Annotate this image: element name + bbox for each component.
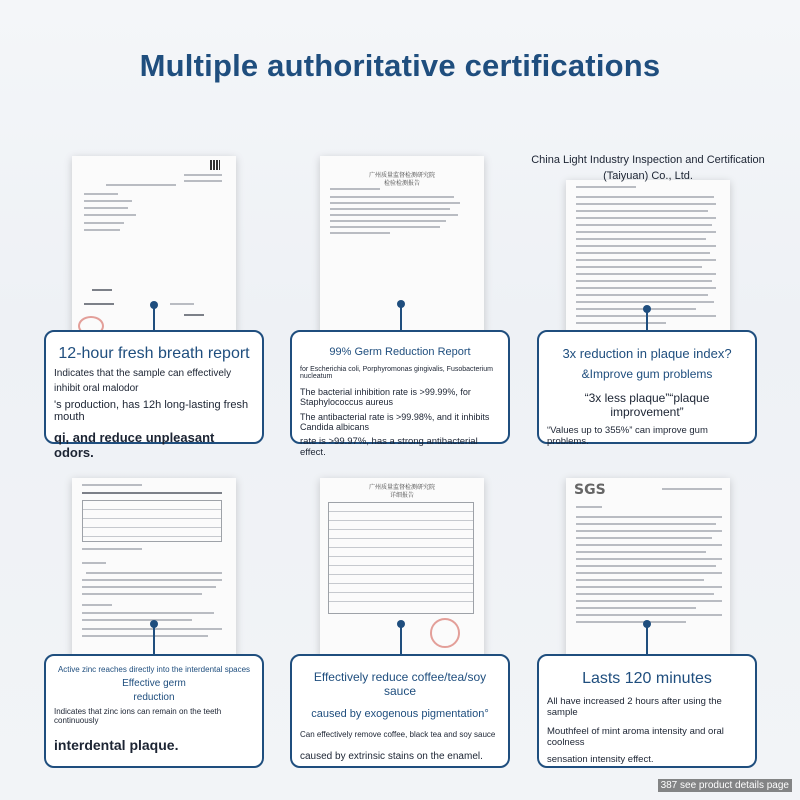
card-plaque-index (537, 330, 757, 447)
card-title: 3x reduction in plaque index? (562, 346, 732, 361)
card-title: Lasts 120 minutes (582, 670, 712, 687)
germ-reduction-report-document (320, 156, 484, 338)
page-title: Multiple authoritative certifications (139, 48, 661, 83)
card-title: Effectively reduce coffee/tea/soy sauce (313, 670, 487, 698)
card-text: Indicates that the sample can effectively inhibit oral malodor (54, 368, 232, 394)
card-active-zinc (44, 654, 264, 768)
card-text: 's production, has 12h long-lasting fresh mouth (54, 399, 249, 423)
lab-caption: China Light Industry Inspection and Certification (Taiyuan) Co., Ltd. (531, 154, 765, 182)
card-germ-reduction (290, 330, 510, 458)
card-text: “3x less plaque”“plaque improvement” (584, 391, 710, 419)
connector-line (153, 624, 155, 654)
lasting-120-minutes-report-document (566, 478, 730, 660)
doc-header: 广州质量监督检测研究院 (368, 484, 435, 491)
card-text: Effective germ (122, 678, 186, 689)
sgs-logo: SGS (574, 482, 606, 498)
card-text: &Improve gum problems (581, 367, 713, 381)
card-text: rate is >99.97%, has a strong antibacterial effect. (300, 436, 478, 458)
card-text: sensation intensity effect. (547, 754, 654, 765)
card-text: All have increased 2 hours after using the sample (547, 696, 722, 718)
card-fresh-breath (44, 330, 264, 460)
card-text: Can effectively remove coffee, black tea and soy sauce (300, 730, 496, 739)
plaque-index-report-document (566, 180, 730, 338)
card-text: reduction (133, 692, 175, 703)
connector-line (400, 624, 402, 654)
card-title: Active zinc reaches directly into the interdental spaces (57, 665, 251, 674)
doc-subheader: 详细报告 (389, 492, 414, 499)
card-text: caused by exogenous pigmentation° (311, 708, 489, 720)
doc-header: 广州质量监督检测研究院 (368, 172, 435, 179)
card-title: 99% Germ Reduction Report (329, 346, 471, 358)
connector-line (153, 305, 155, 331)
card-text: Mouthfeel of mint aroma intensity and oral coolness (547, 726, 724, 748)
card-text: “Values up to 355%” can improve gum problems. (547, 425, 708, 447)
connector-line (646, 309, 648, 331)
connector-line (400, 304, 402, 331)
qr-code-icon (210, 160, 220, 170)
card-text: for Escherichia coli, Porphyromonas gingivalis, Fusobacterium nucleatum (300, 366, 493, 380)
stain-removal-report-document (320, 478, 484, 660)
connector-line (646, 624, 648, 654)
card-title: 12-hour fresh breath report (58, 345, 250, 362)
card-text: caused by extrinsic stains on the enamel. (300, 751, 483, 762)
product-details-link[interactable]: 387 see product details page (658, 779, 792, 792)
doc-subheader: 检验检测报告 (383, 180, 420, 187)
card-text: interdental plaque. (54, 737, 179, 753)
card-text: The bacterial inhibition rate is >99.99%, for Staphylococcus aureus (300, 387, 471, 407)
card-lasting-120-minutes (537, 654, 757, 768)
seal-stamp-icon (430, 618, 460, 648)
card-text: The antibacterial rate is >99.98%, and it inhibits Candida albicans (300, 412, 490, 432)
card-text: Indicates that zinc ions can remain on the teeth continuously (54, 707, 222, 725)
card-stain-removal (290, 654, 510, 768)
card-text: qi, and reduce unpleasant odors. (54, 430, 215, 460)
